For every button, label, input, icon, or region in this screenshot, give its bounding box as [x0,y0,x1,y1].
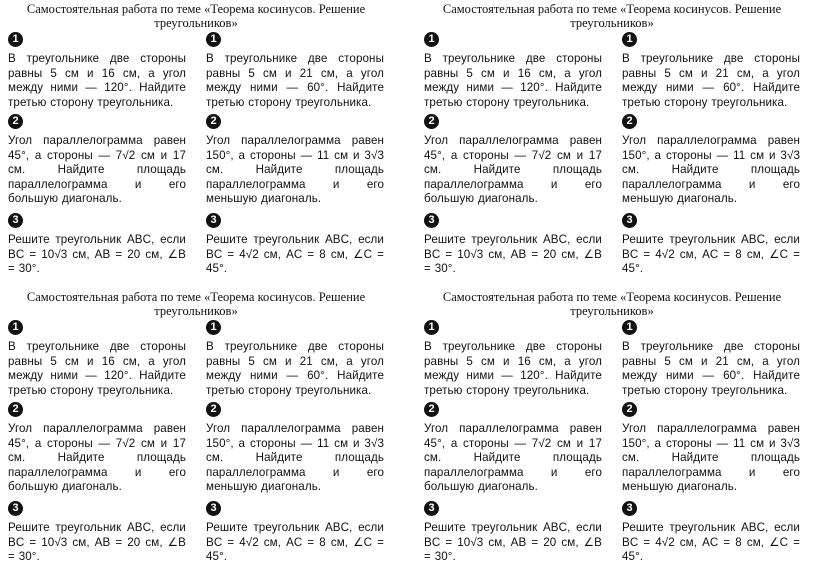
task-number-badge: 1 [206,32,221,47]
task-number-badge: 1 [622,320,637,335]
task-number-badge: 2 [206,114,221,129]
task-text: Решите треугольник ABC, если BC = 10√3 см, AB = 20 см, ∠B = 30°. [424,521,602,563]
task-text: Угол параллелограмма равен 45°, а стороны — 7√2 см и 17 см. Найдите площадь параллелограмма и его большую диагональ. [424,134,602,205]
task-number-badge: 3 [206,501,221,516]
task-number-badge: 3 [8,501,23,516]
task-number-badge: 3 [8,213,23,228]
task-number-badge: 1 [8,32,23,47]
task-text: В треугольнике две стороны равны 5 см и 21 см, а угол между ними — 60°. Найдите третью сторону треугольника. [622,340,800,397]
task-number-badge: 2 [206,402,221,417]
task-text: Решите треугольник ABC, если BC = 4√2 см, AC = 8 см, ∠C = 45°. [622,233,800,275]
task-text: В треугольнике две стороны равны 5 см и 16 см, а угол между ними — 120°. Найдите третью сторону треугольника. [424,340,602,397]
task-text: Угол параллелограмма равен 150°, а стороны — 11 см и 3√3 см. Найдите площадь параллелограмма и его меньшую диагональ. [622,134,800,205]
task-number-badge: 3 [206,213,221,228]
task-text: Решите треугольник ABC, если BC = 10√3 см, AB = 20 см, ∠B = 30°. [8,521,186,563]
task-text: В треугольнике две стороны равны 5 см и 16 см, а угол между ними — 120°. Найдите третью сторону треугольника. [424,52,602,109]
worksheet-copy [416,290,808,575]
worksheet-copy [416,2,808,287]
worksheet-title: Самостоятельная работа по теме «Теорема косинусов. Решение треугольников» [26,290,366,318]
task-number-badge: 2 [424,402,439,417]
task-text: Угол параллелограмма равен 150°, а стороны — 11 см и 3√3 см. Найдите площадь параллелограмма и его меньшую диагональ. [206,134,384,205]
task-text: В треугольнике две стороны равны 5 см и 21 см, а угол между ними — 60°. Найдите третью сторону треугольника. [206,340,384,397]
task-text: В треугольнике две стороны равны 5 см и 16 см, а угол между ними — 120°. Найдите третью сторону треугольника. [8,52,186,109]
task-number-badge: 1 [424,320,439,335]
worksheet-title: Самостоятельная работа по теме «Теорема косинусов. Решение треугольников» [442,2,782,30]
task-text: В треугольнике две стороны равны 5 см и 16 см, а угол между ними — 120°. Найдите третью сторону треугольника. [8,340,186,397]
task-number-badge: 2 [8,114,23,129]
worksheet-copy [0,290,392,575]
task-number-badge: 1 [622,32,637,47]
worksheet-title: Самостоятельная работа по теме «Теорема косинусов. Решение треугольников» [442,290,782,318]
task-text: Решите треугольник ABC, если BC = 4√2 см, AC = 8 см, ∠C = 45°. [622,521,800,563]
task-text: Угол параллелограмма равен 45°, а стороны — 7√2 см и 17 см. Найдите площадь параллелограмма и его большую диагональ. [8,422,186,493]
worksheet-title: Самостоятельная работа по теме «Теорема косинусов. Решение треугольников» [26,2,366,30]
task-number-badge: 1 [206,320,221,335]
task-number-badge: 3 [622,213,637,228]
task-number-badge: 1 [8,320,23,335]
task-text: В треугольнике две стороны равны 5 см и 21 см, а угол между ними — 60°. Найдите третью сторону треугольника. [206,52,384,109]
task-text: Решите треугольник ABC, если BC = 4√2 см, AC = 8 см, ∠C = 45°. [206,233,384,275]
task-text: Угол параллелограмма равен 150°, а стороны — 11 см и 3√3 см. Найдите площадь параллелограмма и его меньшую диагональ. [622,422,800,493]
worksheet-copy [0,2,392,287]
task-text: В треугольнике две стороны равны 5 см и 21 см, а угол между ними — 60°. Найдите третью сторону треугольника. [622,52,800,109]
task-text: Угол параллелограмма равен 45°, а стороны — 7√2 см и 17 см. Найдите площадь параллелограмма и его большую диагональ. [424,422,602,493]
task-text: Решите треугольник ABC, если BC = 4√2 см, AC = 8 см, ∠C = 45°. [206,521,384,563]
task-text: Угол параллелограмма равен 150°, а стороны — 11 см и 3√3 см. Найдите площадь параллелограмма и его меньшую диагональ. [206,422,384,493]
task-text: Угол параллелограмма равен 45°, а стороны — 7√2 см и 17 см. Найдите площадь параллелограмма и его большую диагональ. [8,134,186,205]
task-number-badge: 2 [622,114,637,129]
task-number-badge: 2 [424,114,439,129]
task-text: Решите треугольник ABC, если BC = 10√3 см, AB = 20 см, ∠B = 30°. [424,233,602,275]
task-text: Решите треугольник ABC, если BC = 10√3 см, AB = 20 см, ∠B = 30°. [8,233,186,275]
task-number-badge: 1 [424,32,439,47]
task-number-badge: 2 [8,402,23,417]
task-number-badge: 3 [622,501,637,516]
task-number-badge: 3 [424,501,439,516]
task-number-badge: 3 [424,213,439,228]
task-number-badge: 2 [622,402,637,417]
